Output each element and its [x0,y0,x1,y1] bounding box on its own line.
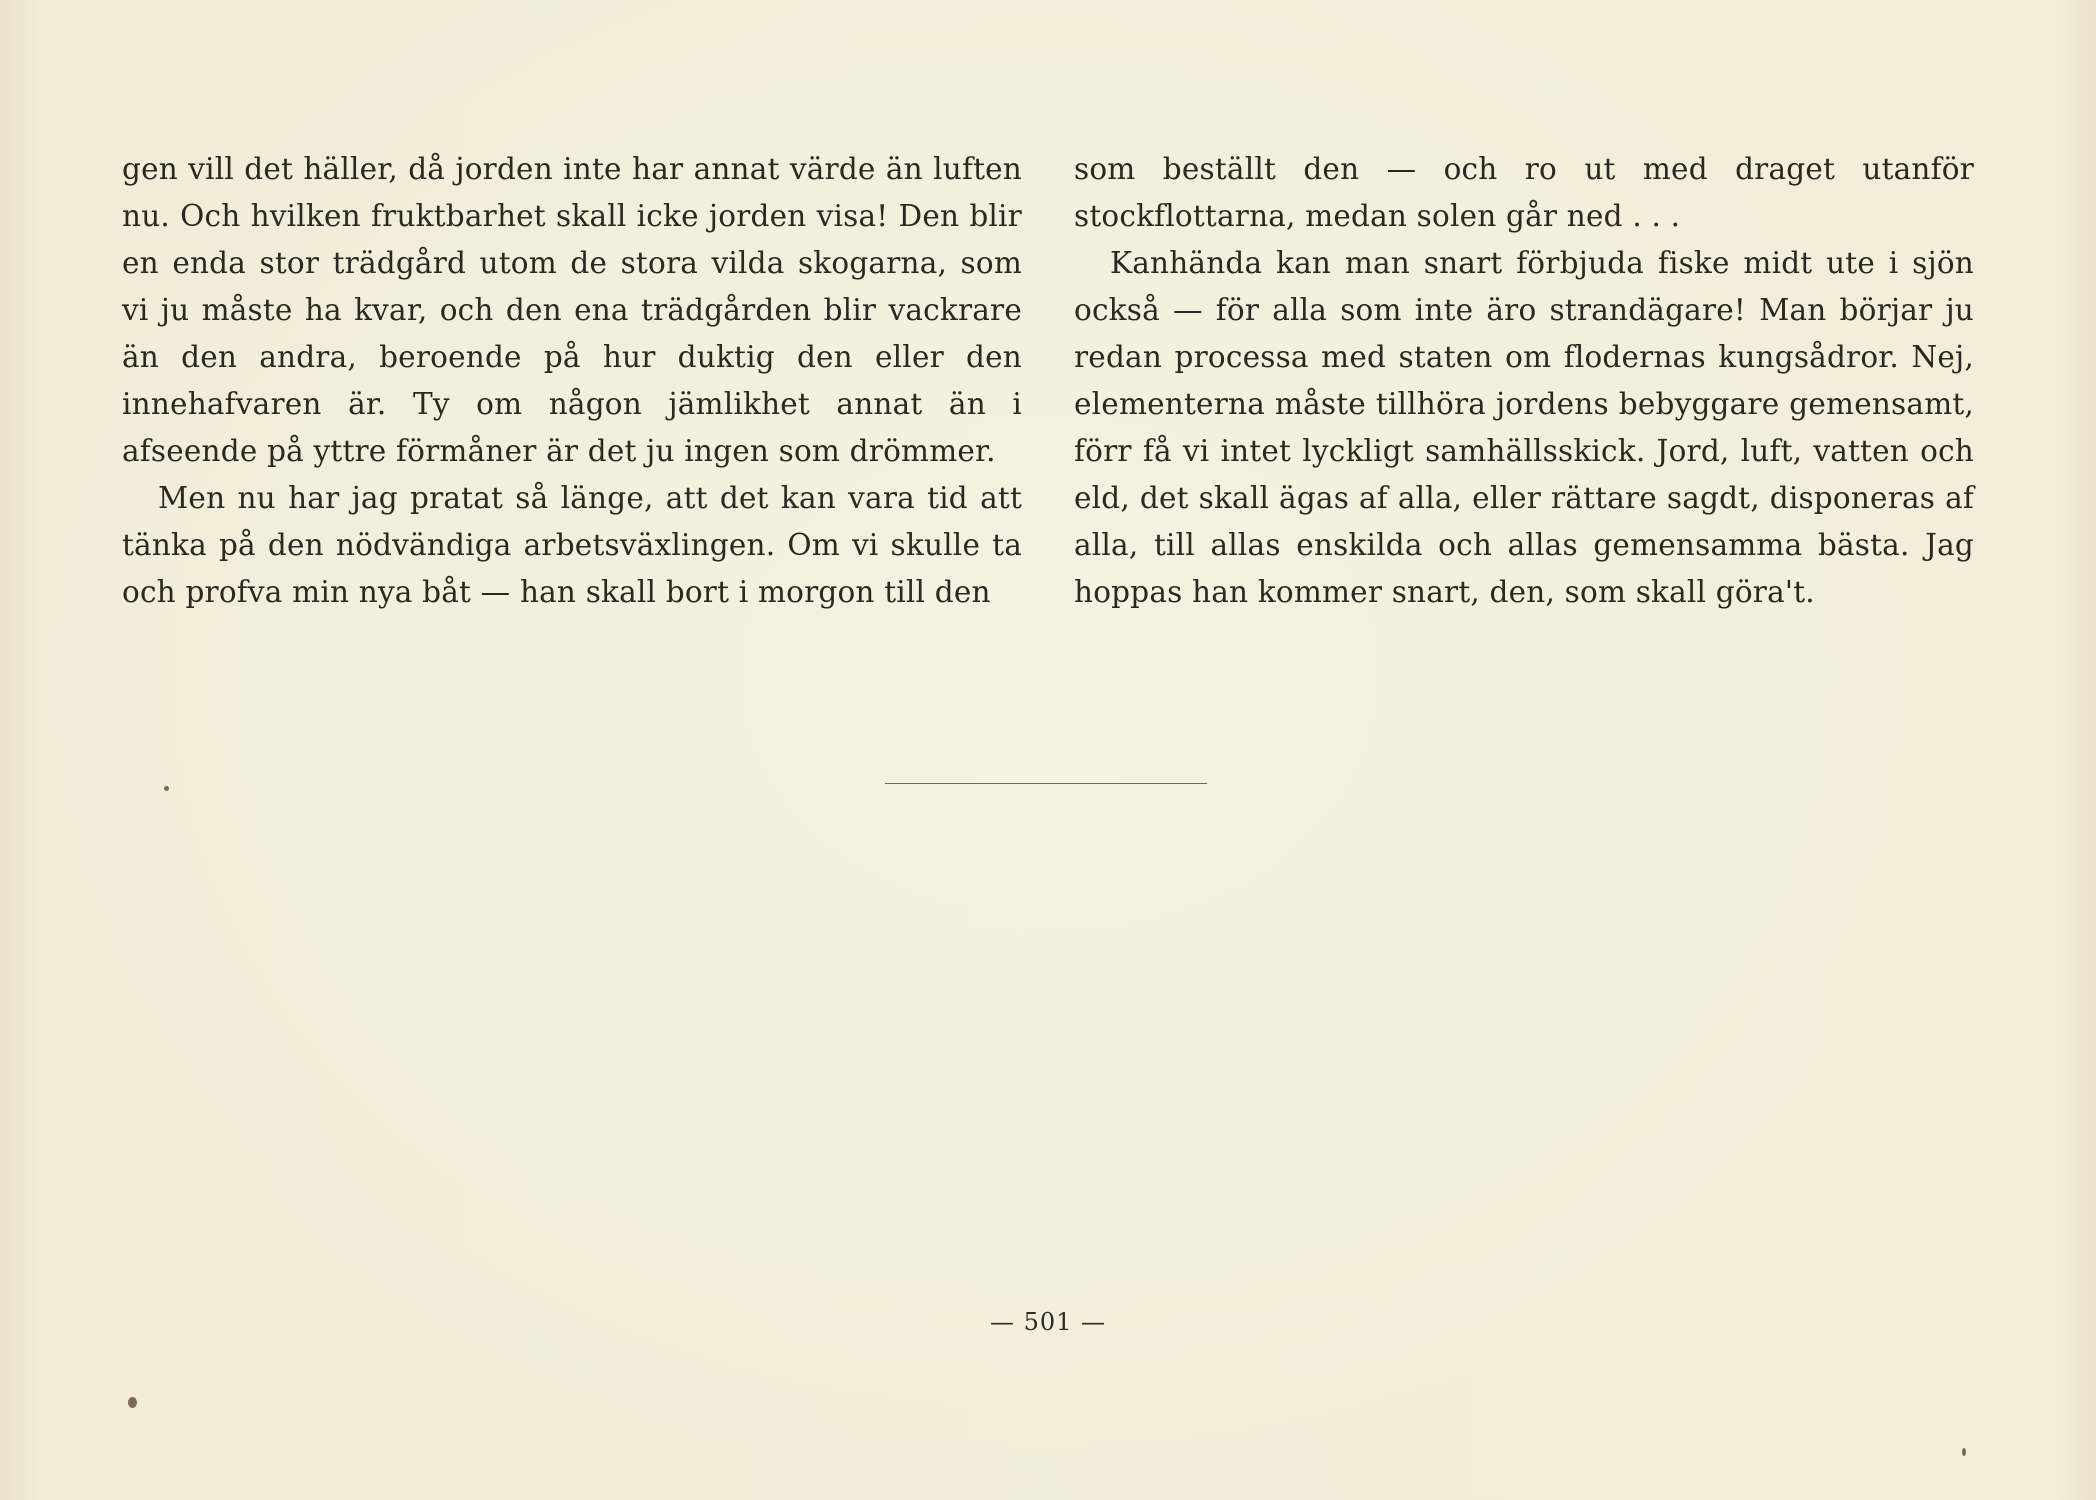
paper-speck [128,1397,137,1408]
paragraph: Kanhända kan man snart förbjuda fiske midt ute i sjön också — för alla som inte äro strandägare! Man börjar ju redan processa med staten om flodernas kungsådror. Nej, elementerna måste tillhöra jordens bebyggare gemensamt, förr få vi intet lyckligt samhällsskick. Jord, luft, vatten och eld, det skall ägas af alla, eller rättare sagdt, disponeras af alla, till allas enskilda och allas gemensamma bästa. Jag hoppas han kommer snart, den, som skall göra't. [1074,246,1974,609]
paper-speck [1962,1448,1966,1456]
paper-speck [164,786,169,791]
left-text-column [122,146,1022,616]
section-divider [885,783,1207,784]
right-text-column [1074,146,1974,616]
page-number: — 501 — [989,1308,1107,1336]
paragraph: gen vill det häller, då jorden inte har annat värde än luften nu. Och hvilken fruktbarhet skall icke jorden visa! Den blir en enda stor trädgård utom de stora vilda skogarna, som vi ju måste ha kvar, och den ena trädgården blir vackrare än den andra, beroende på hur duktig den eller den innehafvaren är. Ty om någon jämlikhet annat än i afseende på yttre förmåner är det ju ingen som drömmer. [122,152,1022,468]
paragraph: som beställt den — och ro ut med draget utanför stockflottarna, medan solen går ned . . . [1074,152,1974,233]
paragraph: Men nu har jag pratat så länge, att det kan vara tid att tänka på den nödvändiga arbetsväxlingen. Om vi skulle ta och profva min nya båt — han skall bort i morgon till den [122,481,1022,609]
